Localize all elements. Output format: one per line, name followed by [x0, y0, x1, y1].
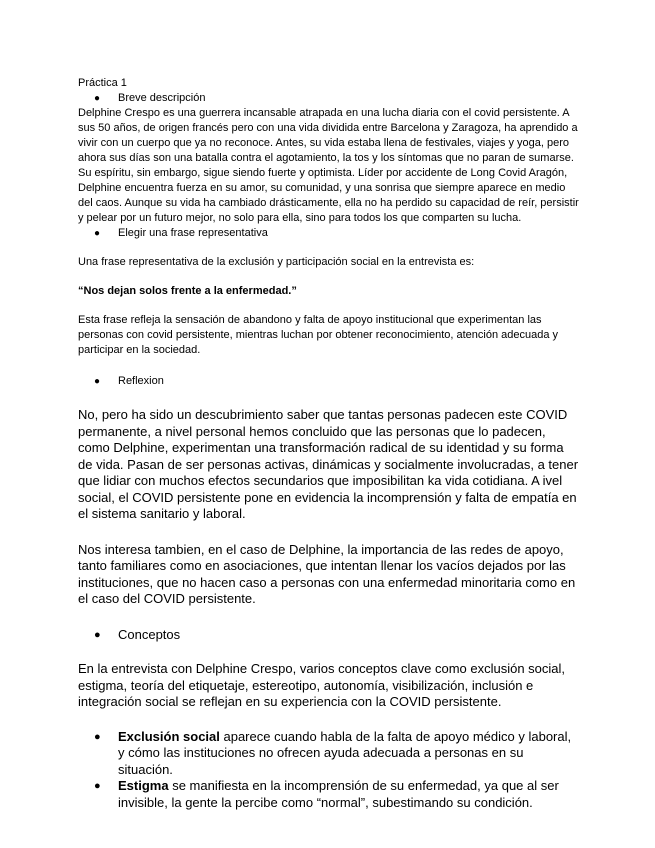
- section-heading-description: ● Breve descripción: [78, 91, 579, 106]
- reflection-paragraph-1: No, pero ha sido un descubrimiento saber que tantas personas padecen este COVID permanente, a nivel personal hemos concluido que las personas que lo padecen, como Delphine, experimentan una transformación radical de su identidad y su forma de vida. Pasan de ser personas activas, dinámicas y socialmente involucradas, a tener que lidiar con muchos efectos secundarios que imposibilitan ka vida cotidiana. A ivel social, el COVID persistente pone en evidencia la incomprensión y falta de empatía en el sistema sanitario y laboral.: [78, 407, 579, 521]
- concepts-list: [78, 729, 579, 812]
- concept-text: se manifiesta en la incomprensión de su enfermedad, ya que al ser invisible, la gente la percibe como “normal”, subestimando su condición.: [118, 778, 559, 810]
- section-heading-list: [78, 91, 579, 106]
- concept-text: aparece cuando habla de la falta de apoyo médico y laboral, y cómo las instituciones no ofrecen ayuda adecuada a personas en su situación.: [118, 728, 572, 777]
- concept-item-exclusion: [78, 729, 579, 779]
- phrase-intro: Una frase representativa de la exclusión y participación social en la entrevista es:: [78, 256, 475, 268]
- concepts-intro: En la entrevista con Delphine Crespo, varios conceptos clave como exclusión social, estigma, teoría del etiquetaje, estereotipo, autonomía, visibilización, inclusión e integración social se reflejan en su experiencia con la COVID persistente.: [78, 661, 566, 709]
- phrase-explanation: Esta frase refleja la sensación de abandono y falta de apoyo institucional que experimentan las personas con covid persistente, mientras luchan por obtener reconocimiento, atención adecuada y participar en la sociedad.: [78, 314, 559, 356]
- section-heading-list: [78, 226, 579, 241]
- section-heading-phrase: ● Elegir una frase representativa: [78, 226, 579, 241]
- concept-term: Estigma: [118, 778, 169, 793]
- representative-quote: [78, 284, 579, 299]
- document-title: Práctica 1: [78, 77, 127, 89]
- section-heading-list: [78, 627, 579, 644]
- section-heading-reflection: ● Reflexion: [78, 374, 579, 389]
- concept-term: Exclusión social: [118, 728, 220, 744]
- quote-text: “Nos dejan solos frente a la enfermedad.”: [78, 285, 297, 297]
- concept-item-stigma: [78, 778, 579, 811]
- section-heading-concepts: ● Conceptos: [78, 627, 579, 644]
- section-heading-list: [78, 374, 579, 389]
- description-paragraph: Delphine Crespo es una guerrera incansable atrapada en una lucha diaria con el covid persistente. A sus 50 años, de origen francés pero con una vida dividida entre Barcelona y Zaragoza, ha aprendido a vivir con un cuerpo que ya no reconoce. Antes, su vida estaba llena de festivales, viajes y yoga, pero ahora sus días son una batalla contra el agotamiento, la tos y los síntomas que no paran de sumarse. Su espíritu, sin embargo, sigue siendo fuerte y optimista. Líder por accidente de Long Covid Aragón, Delphine encuentra fuerza en su amor, su comunidad, y una sonrisa que siempre aparece en medio del caos. Aunque su vida ha cambiado drásticamente, ella no ha perdido su capacidad de reír, persistir y pelear por un futuro mejor, no solo para ella, sino para todos los que comparten su lucha.: [78, 107, 579, 224]
- reflection-paragraph-2: Nos interesa tambien, en el caso de Delphine, la importancia de las redes de apoyo, tanto familiares como en asociaciones, que intentan llenar los vacíos dejados por las instituciones, que no hacen caso a personas con una enfermedad minoritaria como en el caso del COVID persistente.: [78, 541, 576, 606]
